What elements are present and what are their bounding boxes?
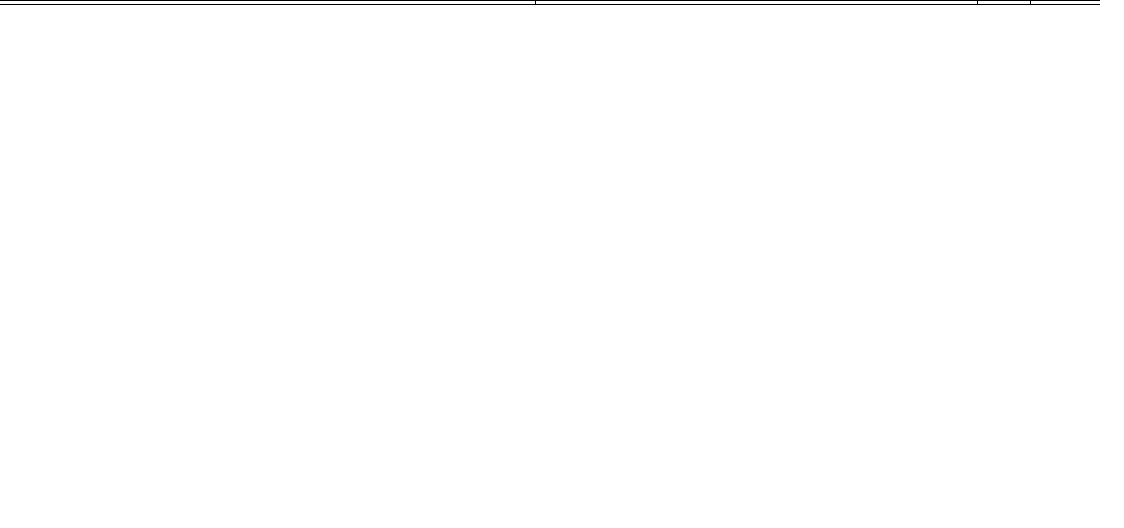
rule-tick xyxy=(1030,0,1031,4)
section-top-rule xyxy=(0,4,1100,5)
top-border-line xyxy=(0,0,1100,1)
rule-tick xyxy=(535,0,536,4)
rule-tick xyxy=(977,0,978,4)
